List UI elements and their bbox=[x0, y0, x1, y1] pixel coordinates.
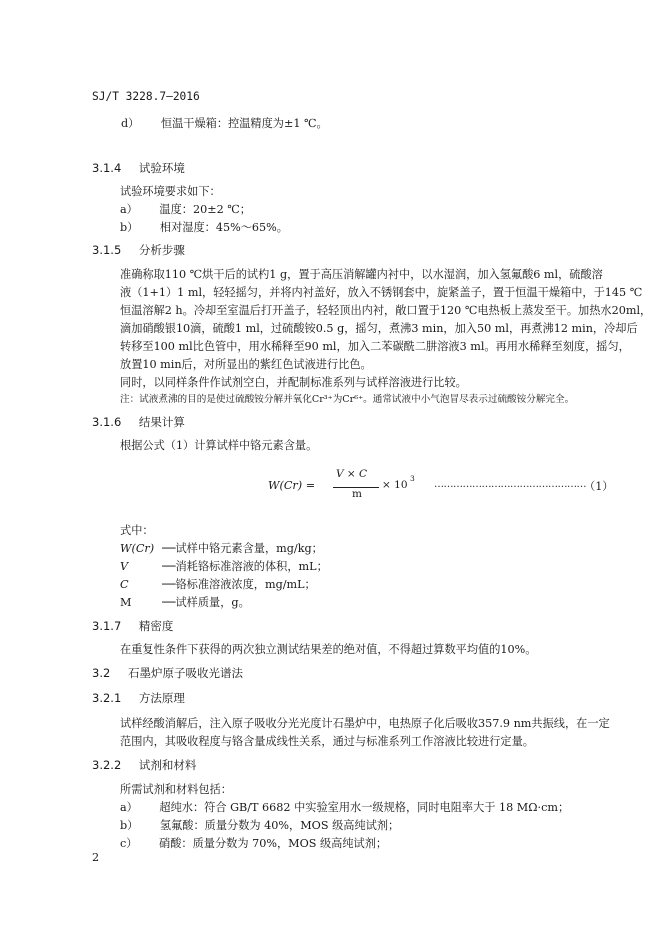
item-marker: c） bbox=[120, 837, 138, 850]
paragraph: 试验环境要求如下： bbox=[120, 185, 221, 198]
variable-desc: ──试样中铬元素含量，mg/kg； bbox=[162, 542, 323, 555]
section-heading-3-1-4 bbox=[92, 160, 185, 176]
list-item bbox=[120, 817, 399, 833]
variable-symbol: M bbox=[120, 596, 132, 609]
paragraph-line: 转移至100 ml比色管中，用水稀释至90 ml，加入二苯碳酰二肼溶液3 ml。再用水稀释至刻度，摇匀， bbox=[120, 340, 630, 353]
page-number: 2 bbox=[92, 851, 100, 864]
list-item bbox=[120, 799, 569, 815]
variable-symbol: W(Cr) bbox=[120, 542, 155, 555]
variable-symbol: V bbox=[120, 560, 129, 573]
paragraph-line: 滴加硝酸银10滴，硫酸1 ml，过硫酸铵0.5 g，摇匀，煮沸3 min，加入50 ml，再煮沸12 min，冷却后 bbox=[120, 322, 638, 335]
section-heading-3-2-2 bbox=[92, 757, 196, 773]
item-marker: b） bbox=[120, 819, 139, 832]
variable-desc: ──消耗铬标准溶液的体积，mL； bbox=[162, 560, 328, 573]
item-text: 恒温干燥箱：控温精度为±1 ℃。 bbox=[160, 117, 328, 130]
variable-definition bbox=[120, 540, 323, 556]
variable-definition bbox=[120, 558, 328, 574]
list-item bbox=[120, 219, 288, 235]
list-item bbox=[120, 201, 251, 217]
item-text: 硝酸：质量分数为 70%，MOS 级高纯试剂； bbox=[159, 837, 388, 850]
item-marker: b） bbox=[120, 221, 139, 234]
section-title: 分析步骤 bbox=[138, 243, 185, 257]
variable-desc: ──试样质量，g。 bbox=[162, 596, 250, 609]
note: 注：试液煮沸的目的是使过硫酸铵分解并氧化Cr³⁺为Cr⁶⁺。通常试液中小气泡冒尽表示过硫酸铵分解完全。 bbox=[120, 394, 575, 405]
item-text: 相对湿度：45%～65%。 bbox=[159, 221, 288, 234]
section-heading-3-2-1 bbox=[92, 690, 185, 706]
section-number: 3.1.5 bbox=[92, 243, 122, 257]
section-number: 3.2 bbox=[92, 666, 111, 680]
fraction-bar bbox=[333, 487, 379, 488]
paragraph: 根据公式（1）计算试样中铬元素含量。 bbox=[120, 439, 318, 452]
formula bbox=[0, 466, 662, 506]
section-number: 3.1.4 bbox=[92, 161, 122, 175]
formula-exponent: 3 bbox=[410, 474, 415, 483]
formula-leader: ………………………………………… bbox=[434, 479, 586, 490]
variable-desc: ──铬标准溶液浓度，mg/mL； bbox=[162, 578, 316, 591]
variable-definition bbox=[120, 594, 250, 610]
variable-definition bbox=[120, 576, 316, 592]
section-heading-3-2 bbox=[92, 665, 243, 681]
section-title: 精密度 bbox=[138, 619, 174, 633]
section-number: 3.2.2 bbox=[92, 758, 122, 772]
section-heading-3-1-7 bbox=[92, 618, 173, 634]
paragraph-line: 放置10 min后，对所显出的紫红色试液进行比色。 bbox=[120, 358, 372, 371]
where-label: 式中： bbox=[120, 524, 154, 537]
standard-number: SJ/T 3228.7—2016 bbox=[92, 90, 200, 103]
paragraph-line: 同时，以同样条件作试剂空白，并配制标准系列与试样溶液进行比较。 bbox=[120, 376, 467, 389]
section-number: 3.2.1 bbox=[92, 691, 122, 705]
paragraph: 所需试剂和材料包括： bbox=[120, 783, 232, 796]
section-heading-3-1-5 bbox=[92, 242, 185, 258]
section-title: 方法原理 bbox=[138, 691, 185, 705]
item-text: 氢氟酸：质量分数为 40%，MOS 级高纯试剂； bbox=[159, 819, 400, 832]
formula-lhs: W(Cr) = bbox=[268, 479, 316, 492]
formula-numerator: V × C bbox=[336, 468, 368, 480]
formula-denominator: m bbox=[352, 488, 362, 500]
paragraph-line: 液（1+1）1 ml，轻轻摇匀，并将内衬盖好，放入不锈钢套中，旋紧盖子，置于恒温干燥箱中，于145 ℃ bbox=[120, 286, 643, 299]
paragraph-line: 准确称取110 ℃烘干后的试杓1 g，置于高压消解罐内衬中，以水湿润，加入氢氟酸6 ml，硫酸溶 bbox=[120, 268, 603, 281]
item-marker: a） bbox=[120, 203, 138, 216]
formula-multiplier: × 10 bbox=[382, 479, 408, 491]
section-heading-3-1-6 bbox=[92, 414, 185, 430]
section-title: 石墨炉原子吸收光谱法 bbox=[127, 666, 243, 680]
paragraph-line: 试样经酸消解后，注入原子吸收分光光度计石墨炉中，电热原子化后吸收357.9 nm共振线，在一定 bbox=[120, 717, 610, 730]
section-number: 3.1.6 bbox=[92, 415, 122, 429]
item-marker: a） bbox=[120, 801, 138, 814]
item-marker: d） bbox=[121, 117, 140, 130]
section-title: 结果计算 bbox=[138, 415, 185, 429]
formula-number: （1） bbox=[584, 480, 614, 493]
section-title: 试剂和材料 bbox=[138, 758, 197, 772]
list-item bbox=[121, 115, 328, 131]
paragraph-line: 恒温溶解2 h。冷却至室温后打开盖子，轻轻顶出内衬，敞口置于120 ℃电热板上蒸发至干。加热水20ml， bbox=[120, 304, 652, 317]
section-number: 3.1.7 bbox=[92, 619, 122, 633]
list-item bbox=[120, 835, 387, 851]
paragraph: 在重复性条件下获得的两次独立测试结果差的绝对值，不得超过算数平均值的10%。 bbox=[120, 643, 537, 656]
item-text: 超纯水：符合 GB/T 6682 中实验室用水一级规格，同时电阻率大于 18 MΩ·cm； bbox=[159, 801, 570, 814]
item-text: 温度：20±2 ℃； bbox=[159, 203, 251, 216]
section-title: 试验环境 bbox=[138, 161, 185, 175]
variable-symbol: C bbox=[120, 578, 129, 591]
paragraph-line: 范围内，其吸收程度与铬含量成线性关系，通过与标准系列工作溶液比较进行定量。 bbox=[120, 735, 534, 748]
